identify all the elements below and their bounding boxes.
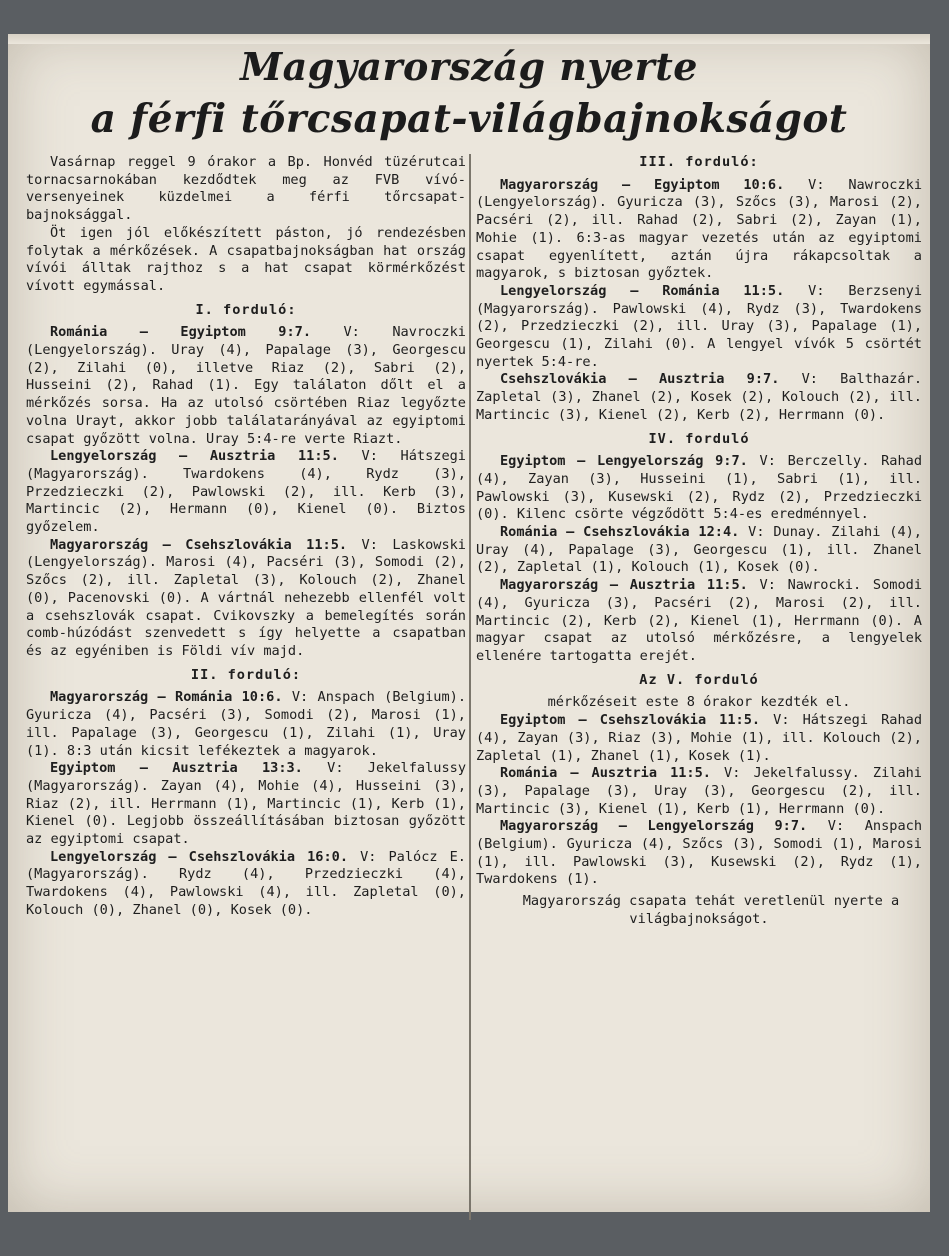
match-text: V: Navroczki (Lengyelország). Uray (4), Papalage (3), Georgescu (2), Zilahi (0), illetve Riaz (2), Sabri (2), Husseini (2), Rahad (1). Egy találaton dőlt el a mérkőzés sorsa. Ha az utolsó csörtében Riaz legyőzte volna Urayt, akkor jobb találatarányával az egyiptomi csapat győzött volna. Uray 5:4-re verte Riazt. (26, 324, 466, 447)
match-paragraph (476, 818, 922, 889)
match-text: V: Balthazár. Zapletal (3), Zhanel (2), Kosek (2), Kolouch (2), ill. Martincic (3), Kienel (2), Kerb (2), Herrmann (0). (476, 371, 922, 423)
intro-paragraph-1: Vasárnap reggel 9 órakor a Bp. Honvéd tüzérutcai tornacsarnokában kezdődtek meg az FVB vívó-versenyeinek küzdelmei a férfi tőrcsapat-bajnoksággal. (26, 154, 466, 224)
round-2-heading: II. forduló: (190, 666, 302, 683)
match-paragraph (476, 524, 922, 577)
match-paragraph (26, 689, 466, 760)
column-divider (469, 154, 471, 1220)
match-heading: Magyarország — Csehszlovákia 11:5. (50, 536, 348, 553)
match-text: V: Laskowski (Lengyelország). Marosi (4), Pacséri (3), Somodi (2), Szőcs (2), ill. Zapletal (3), Kolouch (2), Zhanel (0), Pacenovski (0). A vártnál nehezebb ellenfél volt a csehszlovák csapat. Cvikovszky a bemelegítés során comb-húzódást szenvedett s így helyette a csapatban és az egyéniben is Földi vív majd. (26, 536, 466, 659)
match-heading: Egyiptom — Csehszlovákia 11:5. (500, 712, 761, 729)
match-paragraph (476, 577, 922, 666)
match-text: V: Jekelfalussy. Zilahi (3), Papalage (3), Uray (3), Georgescu (2), ill. Martincic (3), Kienel (1), Kerb (1), Herrmann (0). (476, 765, 922, 817)
match-text: V: Anspach (Belgium). Gyuricza (4), Szőcs (3), Somodi (1), Marosi (1), ill. Pawlowski (3), Kusewski (2), Rydz (1), Twardokens (1). (476, 818, 923, 888)
match-paragraph (26, 760, 466, 849)
headline-line-2: a férfi tőrcsapat-világbajnokságot (90, 96, 848, 142)
round-5-heading: Az V. forduló (639, 671, 759, 688)
match-heading: Magyarország — Románia 10:6. (50, 689, 283, 706)
round-5-intro: mérkőzéseit este 8 órakor kezdték el. (547, 694, 851, 711)
match-heading: Románia — Csehszlovákia 12:4. (500, 524, 740, 541)
match-text: V: Hátszegi (Magyarország). Twardokens (4), Rydz (3), Przedzieczki (2), Pawlowski (2), ill. Kerb (3), Martincic (2), Hermann (0), Kienel (0). Biztos győzelem. (26, 448, 466, 536)
match-heading: Magyarország — Lengyelország 9:7. (500, 818, 808, 835)
intro-paragraph-2: Öt igen jól előkészített páston, jó rendezésben folytak a mérkőzések. A csapatbajnokságban hat ország vívói álltak rajthoz s a hat csapat körmérkőzést vívott egymással. (26, 224, 466, 294)
match-paragraph (476, 177, 922, 283)
match-text: V: Nawroczki (Lengyelország). Gyuricza (3), Szőcs (3), Marosi (2), Pacséri (2), ill. Rahad (2), Sabri (2), Zayan (1), Mohie (1). 6:3-as magyar vezetés után az egyiptomi csapat egyenlített, aztán újra rákapcsoltak a magyarok, s biztosan győztek. (476, 176, 923, 282)
match-text: V: Palócz E. (Magyarország). Rydz (4), Przedzieczki (4), Twardokens (4), Pawlowski (4), ill. Zapletal (0), Kolouch (0), Zhanel (0), Kosek (0). (26, 848, 466, 918)
match-paragraph (476, 453, 922, 524)
round-4-heading: IV. forduló (648, 430, 750, 447)
match-heading: Lengyelország — Ausztria 11:5. (50, 448, 339, 465)
match-heading: Románia — Ausztria 11:5. (500, 765, 711, 782)
match-paragraph (476, 712, 922, 765)
newspaper-clipping (8, 34, 930, 1212)
match-heading: Magyarország — Egyiptom 10:6. (500, 176, 785, 193)
match-paragraph (26, 324, 466, 448)
match-paragraph (476, 765, 922, 818)
round-3-heading: III. forduló: (639, 154, 759, 170)
right-column (476, 154, 922, 929)
match-paragraph (26, 448, 466, 537)
match-paragraph (26, 537, 466, 661)
headline-line-1: Magyarország nyerte (240, 44, 698, 89)
match-heading: Egyiptom — Ausztria 13:3. (50, 760, 303, 777)
match-text: V: Dunay. Zilahi (4), Uray (4), Papalage (3), Georgescu (1), ill. Zhanel (2), Zapletal (1), Kolouch (1), Kosek (0). (476, 524, 922, 576)
match-text: V: Berzsenyi (Magyarország). Pawlowski (4), Rydz (3), Twardokens (2), Przedzieczki (2), ill. Uray (3), Papalage (1), Georgescu (1), Zilahi (0). A lengyel vívók 5 csörtét nyertek 5:4-re. (476, 282, 923, 370)
match-heading: Magyarország — Ausztria 11:5. (500, 577, 748, 594)
match-text: V: Hátszegi Rahad (4), Zayan (3), Riaz (3), Mohie (1), ill. Kolouch (2), Zapletal (1), Zhanel (1), Kosek (1). (476, 712, 922, 764)
match-paragraph (476, 283, 922, 372)
match-heading: Románia — Egyiptom 9:7. (50, 324, 312, 341)
match-heading: Lengyelország — Csehszlovákia 16:0. (50, 848, 349, 865)
match-paragraph (26, 849, 466, 920)
round-1-heading: I. forduló: (195, 301, 297, 318)
closing-paragraph: Magyarország csapata tehát veretlenül nyerte a világbajnokságot. (522, 893, 900, 927)
match-heading: Egyiptom — Lengyelország 9:7. (500, 453, 748, 470)
match-text: V: Berczelly. Rahad (4), Zayan (3), Husseini (1), Sabri (1), ill. Pawlowski (3), Kusewski (2), Rydz (2), Przedzieczki (0). Kilenc csörte végződött 5:4-es eredménnyel. (476, 453, 923, 523)
match-heading: Lengyelország — Románia 11:5. (500, 282, 785, 299)
match-heading: Csehszlovákia — Ausztria 9:7. (500, 371, 780, 388)
match-text: V: Jekelfalussy (Magyarország). Zayan (4), Mohie (4), Husseini (3), Riaz (2), ill. Herrmann (1), Martincic (1), Kerb (1), Kienel (0). Legjobb összeállításában biztosan győzött az egyiptomi csapat. (26, 760, 467, 848)
match-paragraph (476, 371, 922, 424)
match-text: V: Anspach (Belgium). Gyuricza (4), Pacséri (3), Somodi (2), Marosi (1), ill. Papalage (3), Georgescu (1), Zilahi (1), Uray (1). 8:3 után kicsit lefékeztek a magyarok. (26, 689, 467, 759)
left-column (26, 154, 466, 920)
match-text: V: Nawrocki. Somodi (4), Gyuricza (3), Pacséri (2), Marosi (2), ill. Martincic (2), Kerb (2), Kienel (1), Herrmann (0). A magyar csapat az utolsó mérkőzésre, a lengyelek ellenére tartogatta erejét. (476, 577, 923, 664)
